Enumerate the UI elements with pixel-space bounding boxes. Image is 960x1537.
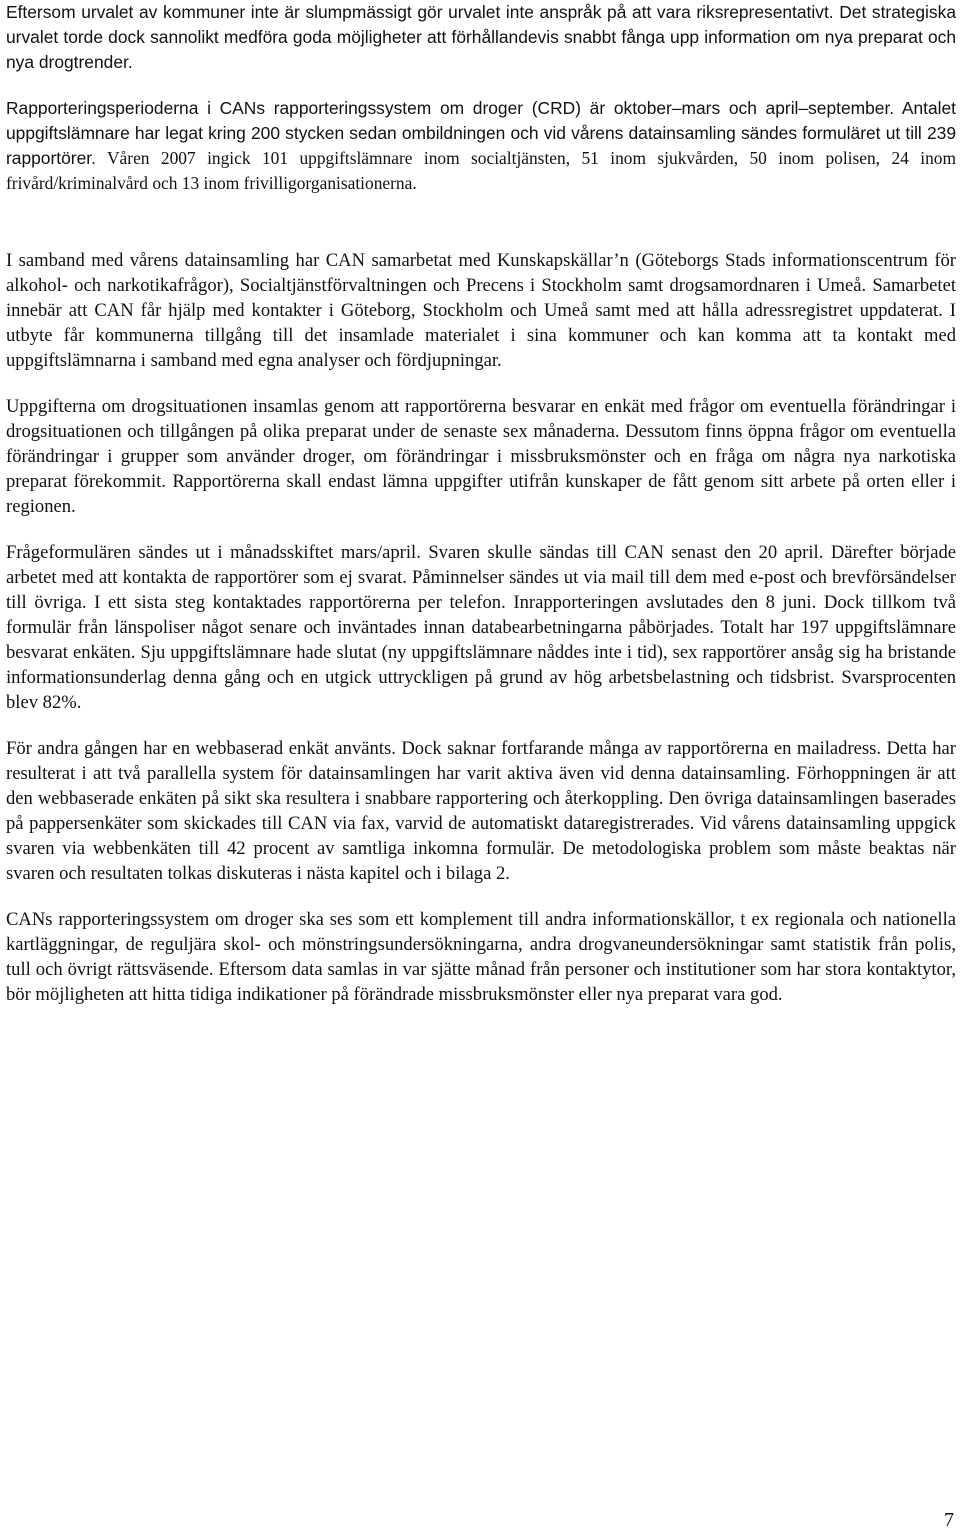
paragraph-web-survey: För andra gången har en webbaserad enkät använts. Dock saknar fortfarande många av rapportörerna en mailadress. Detta har resulterat i att två parallella system för datainsamlingen har varit aktiva även vid denna datainsamling. Förhoppningen är att den webbaserade enkäten på sikt ska resultera i snabbare rapportering och återkoppling. Den övriga datainsamlingen baserades på pappersenkäter som skickades till CAN via fax, varvid de automatiskt dataregistrerades. Vid vårens datainsamling uppgick svaren via webbenkäten till 42 procent av samtliga inkomna formulär. De metodologiska problem som måste beaktas när svaren och resultaten tolkas diskuteras i nästa kapitel och i bilaga 2. xyxy=(6,738,956,884)
paragraph-data-collection: Frågeformulären sändes ut i månadsskiftet mars/april. Svaren skulle sändas till CAN senast den 20 april. Därefter började arbetet med att kontakta de rapportörer som ej svarat. Påminnelser sändes ut via mail till dem med e-post och brevförsändelser till övriga. I ett sista steg kontaktades rapportörerna per telefon. Inrapporteringen avslutades den 8 juni. Dock tillkom två formulär från länspoliser något senare och inväntades innan databearbetningarna påbörjades. Totalt har 197 uppgiftslämnare besvarat enkäten. Sju uppgiftslämnare hade slutat (ny uppgiftslämnare nåddes inte i tid), sex rapportörer ansåg sig ha bristande informationsunderlag denna gång och en utgick uttryckligen på grund av hög arbetsbelastning och tidsbrist. Svarsprocenten blev 82%. xyxy=(6,542,956,713)
paragraph-reporting-periods-part-2: Våren 2007 ingick 101 uppgiftslämnare inom socialtjänsten, 51 inom sjukvården, 50 inom polisen, 24 inom frivård/kriminalvård och 13 inom frivilligorganisationerna. xyxy=(6,148,956,193)
paragraph-complement: CANs rapporteringssystem om droger ska ses som ett komplement till andra informationskällor, t ex regionala och nationella kartläggningar, de reguljära skol- och mönstringsundersökningarna, andra drogvaneundersökningar samt statistik från polis, tull och övrigt rättsväsende. Eftersom data samlas in var sjätte månad från personer och institutioner som har stora kontaktytor, bör möjligheten att hitta tidiga indikationer på förändrade missbruksmönster eller nya preparat vara god. xyxy=(6,909,956,1005)
paragraph-questionnaire: Uppgifterna om drogsituationen insamlas genom att rapportörerna besvarar en enkät med frågor om eventuella förändringar i drogsituationen och tillgången på olika preparat under de senaste sex månaderna. Dessutom finns öppna frågor om eventuella förändringar i grupper som använder droger, om förändringar i missbruksmönster och en fråga om några nya narkotiska preparat förekommit. Rapportörerna skall endast lämna uppgifter utifrån kunskaper de fått genom sitt arbete på orten eller i regionen. xyxy=(6,396,956,517)
paragraph-reporting-periods-part-1: Rapporteringsperioderna i CANs rapporteringssystem om droger (CRD) är oktober–mars och april–september. Antalet uppgiftslämnare har legat kring 200 stycken sedan ombildningen och vid vårens datainsamling sändes formuläret ut till 239 rapportörer. xyxy=(6,98,956,168)
page-number: 7 xyxy=(944,1509,954,1531)
body-block-top xyxy=(6,0,956,217)
body-block-main xyxy=(6,248,956,1028)
paragraph-reporting-periods xyxy=(6,96,956,196)
paragraph-collaboration: I samband med vårens datainsamling har CAN samarbetat med Kunskapskällar’n (Göteborgs Stads informationscentrum för alkohol- och narkotikafrågor), Socialtjänstförvaltningen och Precens i Stockholm samt drogsamordnaren i Umeå. Samarbetet innebär att CAN får hjälp med kontakter i Göteborg, Stockholm och Umeå samt med att hålla adressregistret uppdaterat. I utbyte får kommunerna tillgång till det insamlade materialet i sina kommuner och kan komma att ta kontakt med uppgiftslämnarna i samband med egna analyser och fördjupningar. xyxy=(6,250,956,371)
paragraph-sample-selection: Eftersom urvalet av kommuner inte är slumpmässigt gör urvalet inte anspråk på att vara riksrepresentativt. Det strategiska urvalet torde dock sannolikt medföra goda möjligheter att förhållandevis snabbt fånga upp information om nya preparat och nya drogtrender. xyxy=(6,2,956,72)
